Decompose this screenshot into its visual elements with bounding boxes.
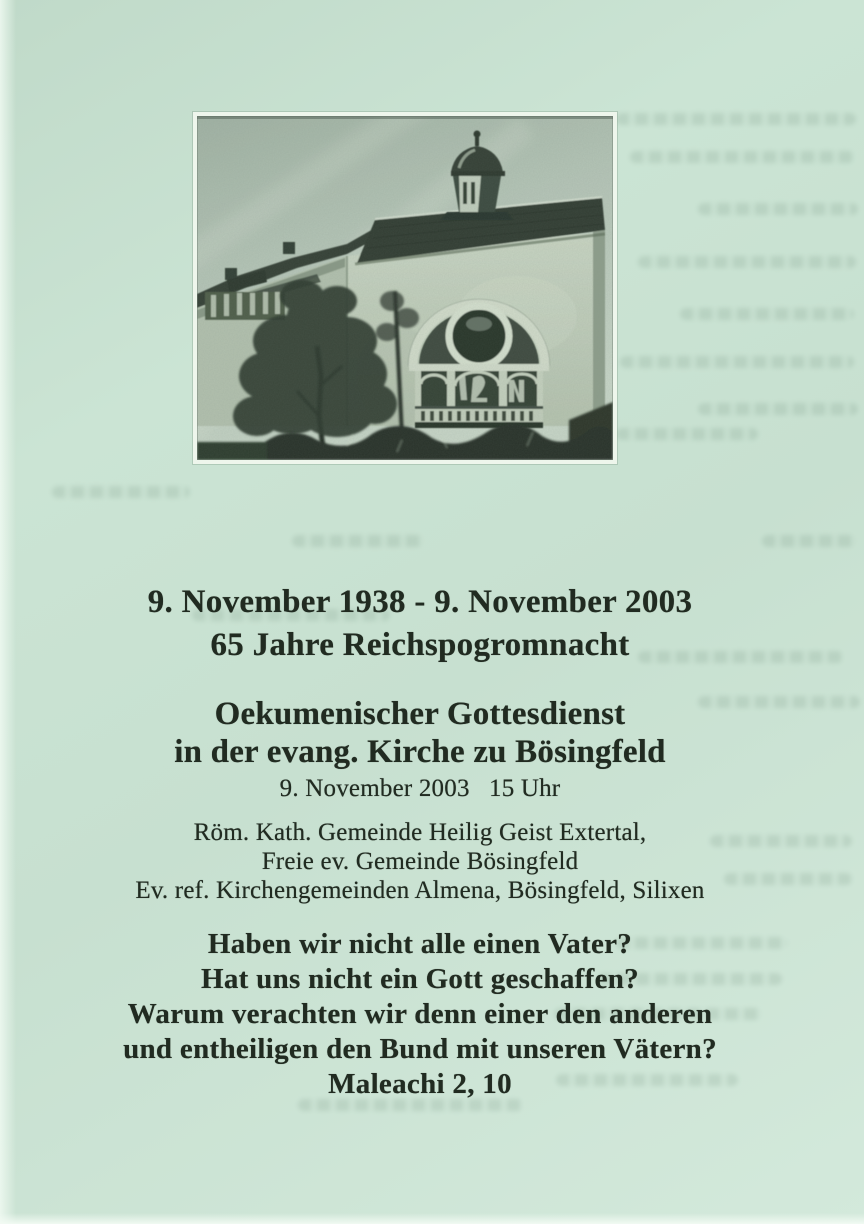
- bleedthrough-artifact: [698, 403, 858, 415]
- quote-source: Maleachi 2, 10: [328, 1068, 512, 1100]
- congregation-line2: Freie ev. Gemeinde Bösingfeld: [261, 848, 579, 875]
- bleedthrough-artifact: [292, 535, 424, 547]
- synagogue-photo-illustration: [197, 116, 613, 460]
- bleedthrough-artifact: [698, 203, 858, 215]
- service-title-line1: Oekumenischer Gottesdienst: [214, 696, 626, 732]
- memorial-heading-line2: 65 Jahre Reichspogromnacht: [210, 627, 630, 663]
- bleedthrough-artifact: [52, 486, 190, 498]
- quote-line4: und entheiligen den Bund mit unseren Vätern?: [123, 1033, 717, 1065]
- service-datetime: 9. November 2003 15 Uhr: [279, 775, 561, 802]
- scan-bottom-edge-highlight: [0, 1213, 864, 1224]
- quote-line1: Haben wir nicht alle einen Vater?: [207, 928, 633, 960]
- memorial-heading-line1: 9. November 1938 - 9. November 2003: [147, 584, 693, 620]
- service-title-line2: in der evang. Kirche zu Bösingfeld: [174, 734, 666, 770]
- scripture-quote: [0, 927, 852, 1102]
- photo-grain: [197, 116, 613, 460]
- congregation-list: [0, 818, 852, 905]
- quote-line2: Hat uns nicht ein Gott geschaffen?: [201, 963, 639, 995]
- bleedthrough-artifact: [616, 428, 758, 440]
- bleedthrough-artifact: [638, 256, 856, 268]
- congregation-line3: Ev. ref. Kirchengemeinden Almena, Bösingfeld, Silixen: [135, 877, 705, 904]
- bleedthrough-artifact: [680, 308, 854, 320]
- quote-line3: Warum verachten wir denn einer den anderen: [127, 998, 713, 1030]
- bleedthrough-artifact: [762, 535, 857, 547]
- service-title: [0, 695, 852, 804]
- memorial-heading: [0, 581, 852, 667]
- bleedthrough-artifact: [630, 151, 854, 163]
- congregation-line1: Röm. Kath. Gemeinde Heilig Geist Extertal,: [193, 819, 647, 846]
- bleedthrough-artifact: [620, 356, 854, 368]
- synagogue-photo: [193, 112, 617, 464]
- bleedthrough-artifact: [616, 113, 856, 125]
